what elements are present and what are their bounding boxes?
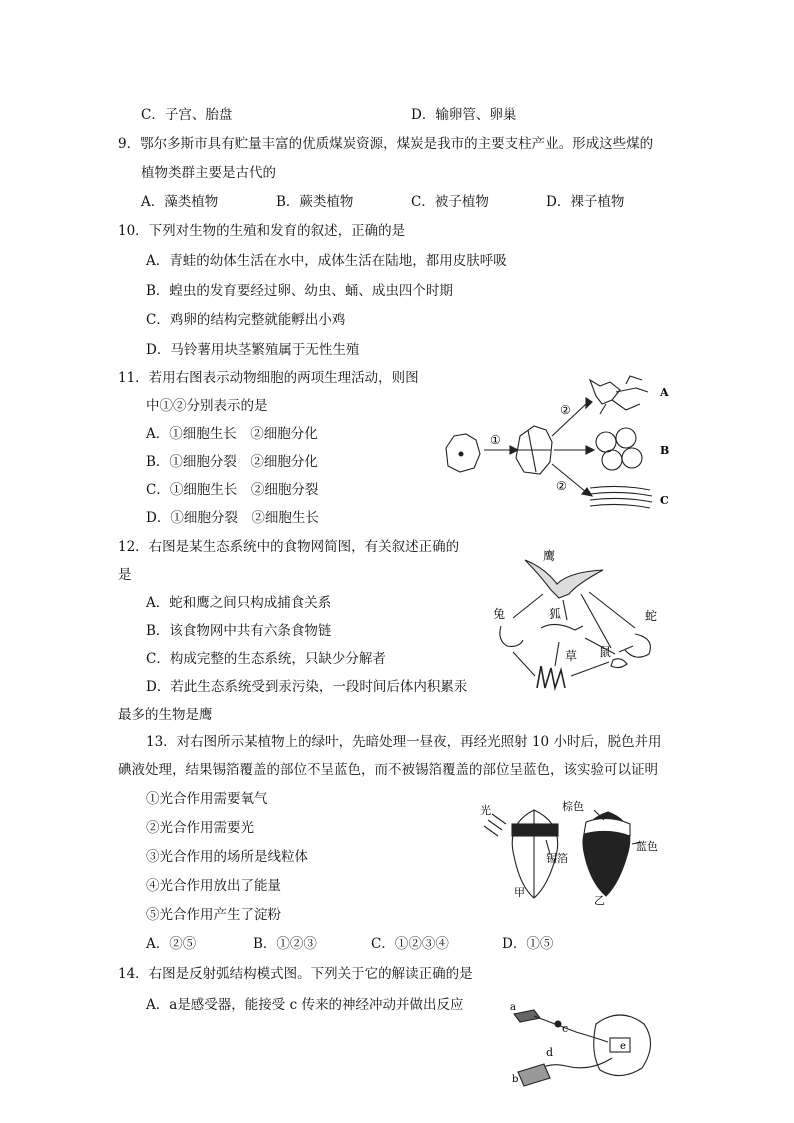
- q12-option-a: A．蛇和鹰之间只构成捕食关系: [146, 595, 332, 611]
- foil-label: 锡箔: [546, 852, 568, 865]
- q13-item-4: ④光合作用放出了能量: [146, 878, 281, 894]
- light-label: 光: [480, 804, 491, 817]
- brown-label: 棕色: [562, 800, 584, 813]
- q12-stem-cont: 是: [118, 567, 132, 583]
- q10-option-a: A．青蛙的幼体生活在水中，成体生活在陆地，都用皮肤呼吸: [146, 253, 507, 269]
- q14-option-a: A．a是感受器，能接受 c 传来的神经冲动并做出反应: [146, 997, 464, 1013]
- mouse-shape: [611, 659, 627, 668]
- mouse-label: 鼠: [599, 645, 612, 659]
- q10-option-d: D．马铃薯用块茎繁殖属于无性生殖: [146, 342, 360, 358]
- food-web-diagram: [485, 548, 665, 694]
- cell-activity-diagram: [440, 370, 670, 520]
- q8-option-d: D．输卵管、卵巢: [411, 107, 517, 123]
- q13-item-3: ③光合作用的场所是线粒体: [146, 849, 308, 865]
- q11-option-d: D．①细胞分裂 ②细胞生长: [146, 510, 319, 526]
- q12-option-c: C．构成完整的生态系统，只缺少分解者: [146, 651, 386, 667]
- grass-shape: [537, 666, 565, 688]
- effector-b: [518, 1064, 550, 1086]
- q12-option-d-cont: 最多的生物是鹰: [118, 707, 213, 723]
- cells-group-b: [596, 428, 642, 470]
- q11-stem-cont: 中①②分别表示的是: [146, 398, 268, 414]
- q12-stem: 12．右图是某生态系统中的食物网简图，有关叙述正确的: [118, 539, 460, 555]
- leaf-experiment-diagram: [476, 800, 666, 910]
- fox-shape: [541, 624, 583, 630]
- eagle-shape: [525, 560, 603, 598]
- q11-stem: 11．若用右图表示动物细胞的两项生理活动，则图: [118, 370, 419, 386]
- jia-label: 甲: [514, 886, 525, 899]
- q10-option-b: B．蝗虫的发育要经过卵、幼虫、蛹、成虫四个时期: [146, 283, 453, 299]
- efferent-nerve: [538, 1058, 612, 1070]
- q13-item-2: ②光合作用需要光: [146, 820, 254, 836]
- q11-option-a: A．①细胞生长 ②细胞分化: [146, 426, 318, 442]
- q9-option-c: C．被子植物: [411, 194, 489, 210]
- step-2-label-bottom: ②: [556, 479, 567, 493]
- q9-option-a: A．藻类植物: [141, 194, 219, 210]
- snake-label: 蛇: [645, 609, 658, 623]
- fox-label: 狐: [549, 607, 562, 621]
- q13-stem: 13．对右图所示某植物上的绿叶，先暗处理一昼夜，再经光照射 10 小时后，脱色并用: [146, 734, 662, 750]
- step-1-label: ①: [490, 433, 501, 447]
- snake-shape: [625, 634, 650, 657]
- q13-item-1: ①光合作用需要氧气: [146, 791, 268, 807]
- q14-stem: 14．右图是反射弧结构模式图。下列关于它的解读正确的是: [118, 966, 473, 982]
- blue-label: 蓝色: [636, 840, 658, 853]
- label-e: e: [620, 1041, 626, 1052]
- yi-label: 乙: [594, 894, 605, 907]
- grass-label: 草: [565, 649, 578, 663]
- eagle-label: 鹰: [543, 549, 556, 563]
- q13-option-c: C．①②③④: [371, 936, 449, 952]
- q9-option-d: D．裸子植物: [546, 194, 625, 210]
- q8-option-c: C．子宫、胎盘: [141, 107, 233, 123]
- fig-label-c: C: [660, 494, 669, 507]
- q12-option-d: D．若此生态系统受到汞污染，一段时间后体内积累汞: [146, 679, 468, 695]
- reflex-arc-diagram: [500, 1000, 670, 1090]
- receptor-a: [514, 1010, 540, 1022]
- fig-label-a: A: [660, 386, 669, 399]
- q10-option-c: C．鸡卵的结构完整就能孵出小鸡: [146, 312, 346, 328]
- afferent-nerve: [534, 1016, 608, 1042]
- q13-option-b: B．①②③: [253, 936, 317, 952]
- fig-label-b: B: [660, 444, 670, 457]
- label-d: d: [546, 1046, 554, 1059]
- q9-stem-cont: 植物类群主要是古代的: [141, 165, 276, 181]
- q9-stem: 9．鄂尔多斯市具有贮量丰富的优质煤炭资源，煤炭是我市的主要支柱产业。形成这些煤的: [118, 136, 654, 152]
- neurons-group-a: [590, 376, 648, 414]
- q10-stem: 10．下列对生物的生殖和发育的叙述，正确的是: [118, 223, 406, 239]
- q11-option-c: C．①细胞生长 ②细胞分裂: [146, 482, 319, 498]
- label-b: b: [512, 1074, 519, 1085]
- rabbit-label: 兔: [493, 607, 506, 621]
- tinfoil-strip: [512, 824, 558, 836]
- q9-option-b: B．蕨类植物: [276, 194, 354, 210]
- label-a: a: [510, 1002, 516, 1013]
- q12-option-b: B．该食物网中共有六条食物链: [146, 623, 332, 639]
- q11-option-b: B．①细胞分裂 ②细胞分化: [146, 454, 318, 470]
- q13-item-5: ⑤光合作用产生了淀粉: [146, 907, 281, 923]
- label-c: c: [562, 1022, 569, 1035]
- q13-option-a: A．②⑤: [146, 936, 197, 952]
- muscle-tissue-c: [590, 486, 652, 508]
- q13-option-d: D．①⑤: [502, 936, 554, 952]
- q13-stem-cont: 碘液处理，结果锡箔覆盖的部位不呈蓝色，而不被锡箔覆盖的部位呈蓝色，该实验可以证明: [118, 762, 658, 778]
- rabbit-shape: [500, 626, 523, 646]
- step-2-label-top: ②: [560, 403, 571, 417]
